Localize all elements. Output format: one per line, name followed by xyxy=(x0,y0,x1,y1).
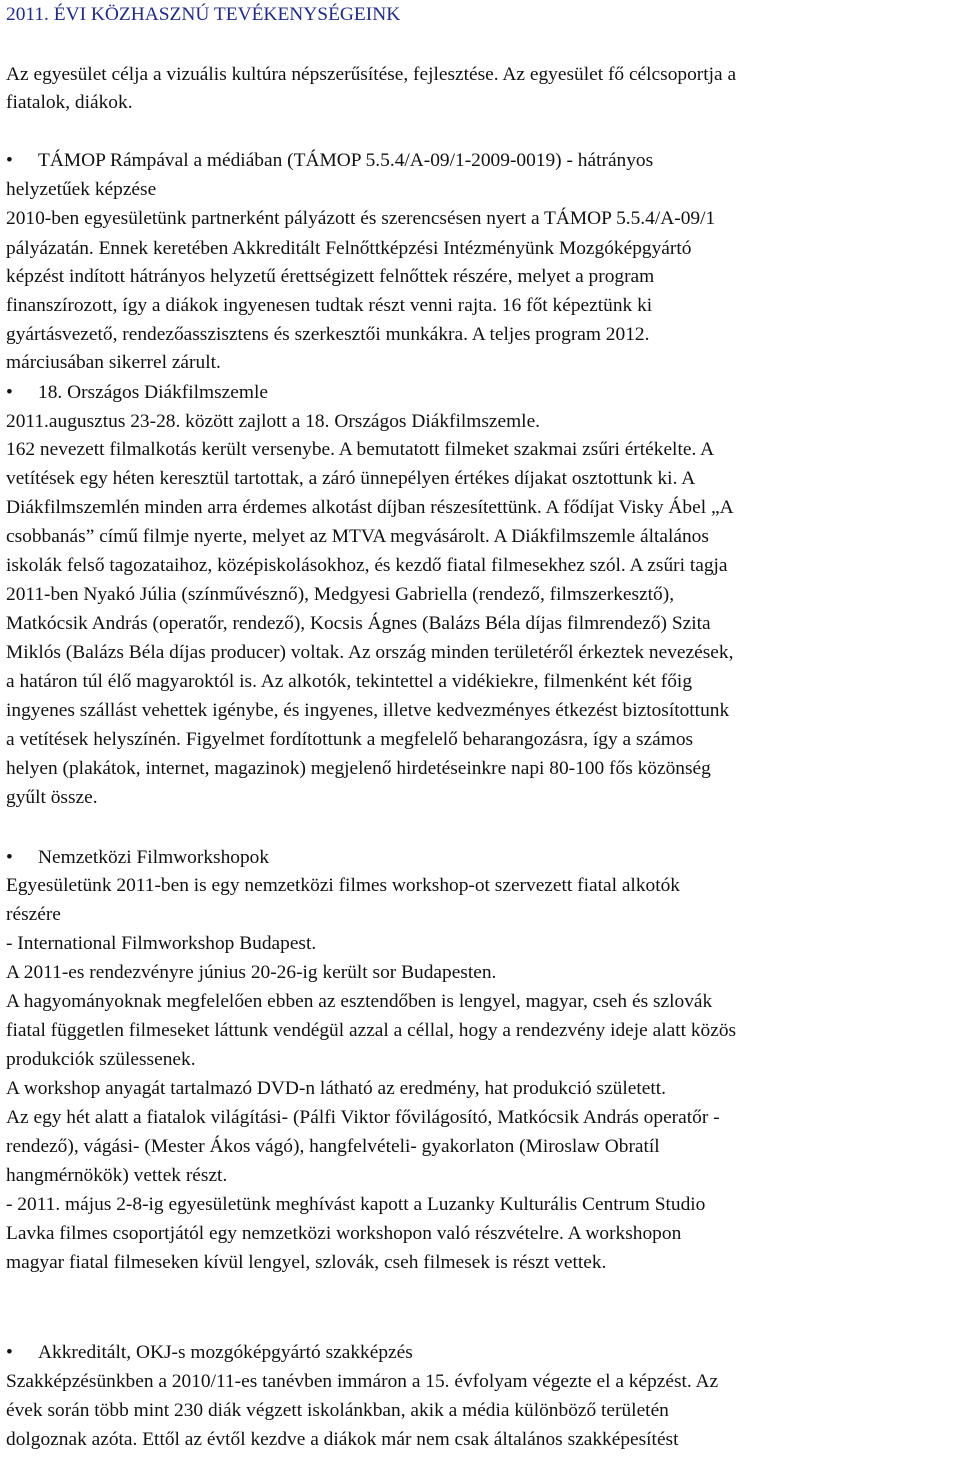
paragraph-line: - International Filmworkshop Budapest. xyxy=(6,933,317,954)
paragraph-line: helyen (plakátok, internet, magazinok) megjelenő hirdetéseinkre napi 80-100 fős közönség xyxy=(6,758,711,779)
paragraph-line: A workshop anyagát tartalmazó DVD-n látható az eredmény, hat produkció született. xyxy=(6,1078,666,1099)
intro-line: fiatalok, diákok. xyxy=(6,92,133,113)
paragraph-line: Az egy hét alatt a fiatalok világítási- (Pálfi Viktor fővilágosító, Matkócsik András operatőr - xyxy=(6,1107,720,1128)
paragraph-line: márciusában sikerrel zárult. xyxy=(6,352,221,373)
bullet-text: 18. Országos Diákfilmszemle xyxy=(38,382,268,403)
paragraph-line: pályázatán. Ennek keretében Akkreditált Felnőttképzési Intézményünk Mozgóképgyártó xyxy=(6,238,692,259)
paragraph-line: a vetítések helyszínén. Figyelmet fordítottunk a megfelelő beharangozásra, így a számos xyxy=(6,729,694,750)
bullet-text: TÁMOP Rámpával a médiában (TÁMOP 5.5.4/A-09/1-2009-0019) - hátrányos xyxy=(38,150,654,171)
paragraph-line: fiatal független filmeseket láttunk vendégül azzal a céllal, hogy a rendezvény ideje alatt közös xyxy=(6,1020,737,1041)
paragraph-line: 2011.augusztus 23-28. között zajlott a 18. Országos Diákfilmszemle. xyxy=(6,411,541,432)
bullet-item-tamop xyxy=(6,149,653,173)
paragraph-line: gyűlt össze. xyxy=(6,787,98,808)
paragraph-line: csobbanás” című filmje nyerte, melyet az MTVA megvásárolt. A Diákfilmszemle általános xyxy=(6,526,709,547)
paragraph-line: képzést indított hátrányos helyzetű érettségizett felnőttek részére, melyet a program xyxy=(6,266,655,287)
paragraph-line: Egyesületünk 2011-ben is egy nemzetközi filmes workshop-ot szervezett fiatal alkotók xyxy=(6,875,680,896)
paragraph-line: helyzetűek képzése xyxy=(6,179,157,200)
bullet-icon: • xyxy=(6,150,13,171)
paragraph-line: 2010-ben egyesületünk partnerként pályázott és szerencsésen nyert a TÁMOP 5.5.4/A-09/1 xyxy=(6,208,716,229)
page-title: 2011. ÉVI KÖZHASZNÚ TEVÉKENYSÉGEINK xyxy=(6,4,401,25)
bullet-item-filmworkshopok xyxy=(6,846,269,870)
paragraph-line: Szakképzésünkben a 2010/11-es tanévben immáron a 15. évfolyam végezte el a képzést. Az xyxy=(6,1371,719,1392)
paragraph-line: - 2011. május 2-8-ig egyesületünk meghívást kapott a Luzanky Kulturális Centrum Studio xyxy=(6,1194,706,1215)
paragraph-line: Lavka filmes csoportjától egy nemzetközi workshopon való részvételre. A workshopon xyxy=(6,1223,682,1244)
bullet-item-diakfilmszemle xyxy=(6,381,268,405)
bullet-icon: • xyxy=(6,847,13,868)
paragraph-line: gyártásvezető, rendezőasszisztens és szerkesztői munkákra. A teljes program 2012. xyxy=(6,324,650,345)
paragraph-line: évek során több mint 230 diák végzett iskolánkban, akik a média különböző területén xyxy=(6,1400,669,1421)
paragraph-line: 162 nevezett filmalkotás került versenybe. A bemutatott filmeket szakmai zsűri értékelte. A xyxy=(6,439,715,460)
bullet-text: Nemzetközi Filmworkshopok xyxy=(38,847,270,868)
paragraph-line: részére xyxy=(6,904,61,925)
paragraph-line: vetítések egy héten keresztül tartottak, a záró ünnepélyen értékes díjakat osztottunk ki. A xyxy=(6,468,696,489)
paragraph-line: magyar fiatal filmeseken kívül lengyel, szlovák, cseh filmesek is részt vettek. xyxy=(6,1252,607,1273)
bullet-icon: • xyxy=(6,1342,13,1363)
bullet-item-szakkepzes xyxy=(6,1341,413,1365)
paragraph-line: A hagyományoknak megfelelően ebben az esztendőben is lengyel, magyar, cseh és szlovák xyxy=(6,991,713,1012)
paragraph-line: ingyenes szállást vehettek igénybe, és ingyenes, illetve kedvezményes étkezést biztosítottunk xyxy=(6,700,730,721)
paragraph-line: a határon túl élő magyaroktól is. Az alkotók, tekintettel a vidékiekre, filmenként két főig xyxy=(6,671,693,692)
paragraph-line: produkciók szülessenek. xyxy=(6,1049,196,1070)
paragraph-line: Miklós (Balázs Béla díjas producer) voltak. Az ország minden területéről érkeztek nevezések, xyxy=(6,642,734,663)
bullet-icon: • xyxy=(6,382,13,403)
paragraph-line: Matkócsik András (operatőr, rendező), Kocsis Ágnes (Balázs Béla díjas filmrendező) Szita xyxy=(6,613,711,634)
paragraph-line: 2011-ben Nyakó Júlia (színművésznő), Medgyesi Gabriella (rendező, filmszerkesztő), xyxy=(6,584,675,605)
paragraph-line: A 2011-es rendezvényre június 20-26-ig került sor Budapesten. xyxy=(6,962,497,983)
paragraph-line: hangmérnökök) vettek részt. xyxy=(6,1165,228,1186)
paragraph-line: finanszírozott, így a diákok ingyenesen tudtak részt venni rajta. 16 főt képeztünk ki xyxy=(6,295,653,316)
paragraph-line: Diákfilmszemlén minden arra érdemes alkotást díjban részesítettünk. A fődíjat Visky Ábel „A xyxy=(6,497,734,518)
bullet-text: Akkreditált, OKJ-s mozgóképgyártó szakképzés xyxy=(38,1342,413,1363)
paragraph-line: rendező), vágási- (Mester Ákos vágó), hangfelvételi- gyakorlaton (Miroslaw Obratíl xyxy=(6,1136,660,1157)
paragraph-line: iskolák felső tagozataihoz, középiskolásokhoz, és kezdő fiatal filmesekhez szól. A zsűri tagja xyxy=(6,555,728,576)
paragraph-line: dolgoznak azóta. Ettől az évtől kezdve a diákok már nem csak általános szakképesítést xyxy=(6,1429,679,1450)
intro-line: Az egyesület célja a vizuális kultúra népszerűsítése, fejlesztése. Az egyesület fő célcsoportja a xyxy=(6,64,737,85)
